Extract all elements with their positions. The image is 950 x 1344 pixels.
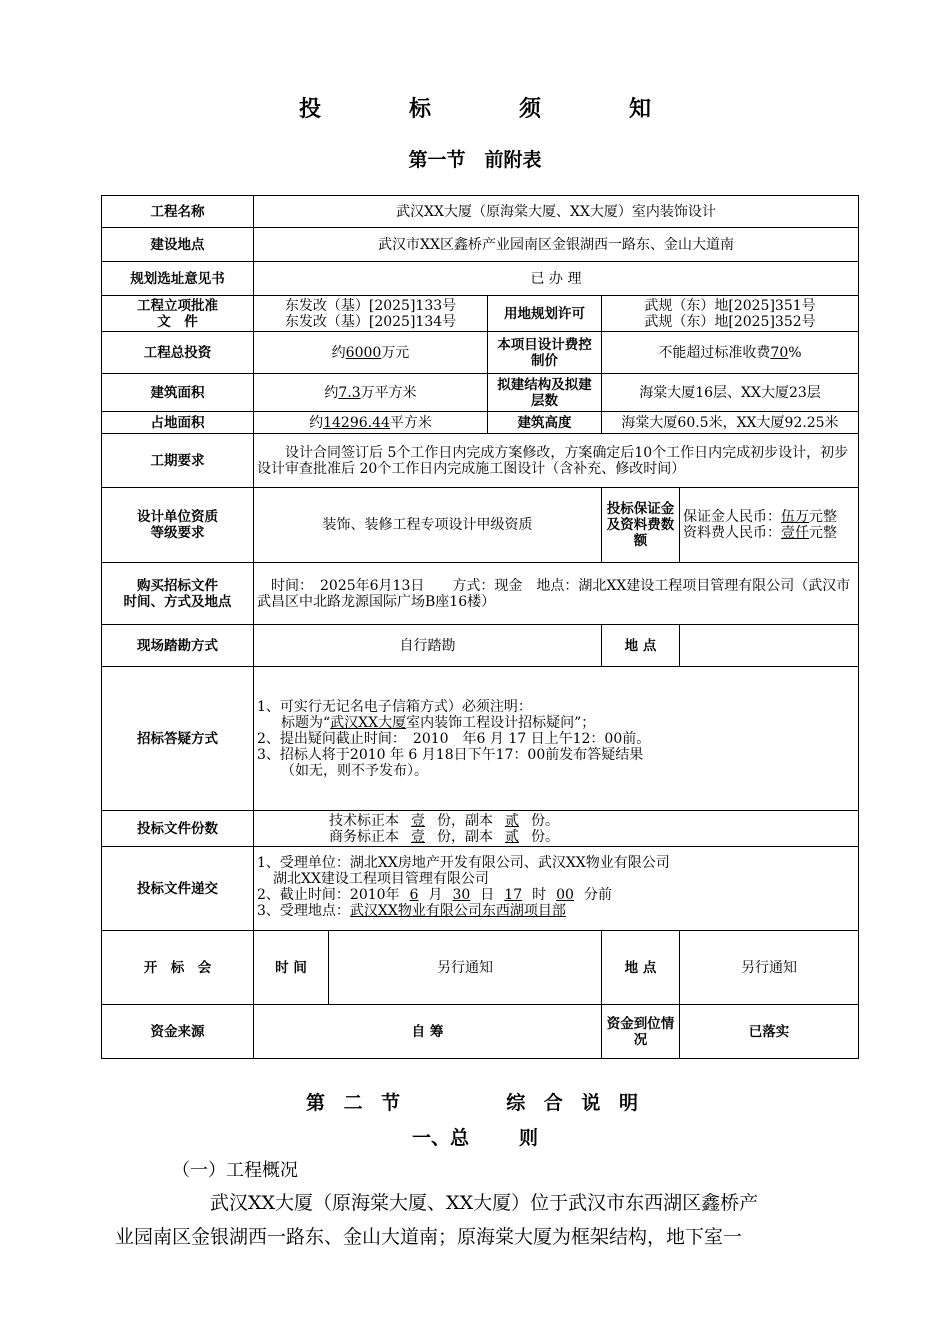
cell-label: 招标答疑方式 [102, 667, 254, 811]
cell-value: 东发改（基）[2025]133号 东发改（基）[2025]134号 [254, 296, 488, 332]
cell-label: 占地面积 [102, 412, 254, 434]
section-two-heading: 第 二 节 综 合 说 明 [305, 1092, 645, 1114]
cell-label: 资金来源 [102, 1005, 254, 1059]
cell-label: 建筑高度 [488, 412, 602, 434]
cell-value: 装饰、装修工程专项设计甲级资质 [254, 488, 602, 563]
cell-label: 时 间 [254, 931, 329, 1005]
cell-value: 时间： 2025年6月13日 方式：现金 地点：湖北XX建设工程项目管理有限公司（武汉市武昌区中北路龙源国际广场B座16楼） [254, 563, 859, 625]
cell-label: 工期要求 [102, 434, 254, 488]
cell-value: 设计合同签订后 5个工作日内完成方案修改，方案确定后10个工作日内完成初步设计，初步设计审查批准后 20个工作日内完成施工图设计（含补充、修改时间） [254, 434, 859, 488]
cell-label: 地 点 [602, 625, 680, 667]
title-char: 须 [519, 97, 542, 122]
cell-value: 1、受理单位：湖北XX房地产开发有限公司、武汉XX物业有限公司 湖北XX建设工程项目管理有限公司 2、截止时间：2010年 6 月 30 日 17 时 00 分前 3、受理地点：武汉XX物业有限公司东西湖项目部 [254, 847, 859, 931]
cell-label: 投标文件递交 [102, 847, 254, 931]
title-char: 知 [629, 97, 652, 122]
cell-label: 用地规划许可 [488, 296, 602, 332]
appendix-table [101, 195, 859, 1059]
cell-label: 地 点 [602, 931, 680, 1005]
cell-value: 武汉市XX区鑫桥产业园南区金银湖西一路东、金山大道南 [254, 228, 859, 262]
cell-label: 本项目设计费控制价 [488, 332, 602, 374]
cell-value [680, 625, 859, 667]
cell-value: 另行通知 [680, 931, 859, 1005]
cell-value: 约7.3万平方米 [254, 374, 488, 412]
section-title: 第一节 前附表 [408, 149, 542, 171]
cell-label: 建筑面积 [102, 374, 254, 412]
cell-label: 开 标 会 [102, 931, 254, 1005]
sub-heading: （一）工程概况 [172, 1160, 298, 1181]
cell-value: 海棠大厦60.5米，XX大厦92.25米 [602, 412, 859, 434]
cell-value: 已 办 理 [254, 262, 859, 296]
cell-value: 武规（东）地[2025]351号 武规（东）地[2025]352号 [602, 296, 859, 332]
title-char: 标 [408, 97, 431, 122]
cell-value: 自 筹 [254, 1005, 602, 1059]
cell-label: 资金到位情况 [602, 1005, 680, 1059]
cell-value: 约6000万元 [254, 332, 488, 374]
cell-value: 已落实 [680, 1005, 859, 1059]
cell-value: 技术标正本 壹 份，副本 贰 份。 商务标正本 壹 份，副本 贰 份。 [254, 811, 859, 847]
title-char: 投 [298, 97, 321, 122]
cell-value: 另行通知 [329, 931, 602, 1005]
cell-label: 规划选址意见书 [102, 262, 254, 296]
cell-value: 约14296.44平方米 [254, 412, 488, 434]
cell-label: 设计单位资质 等级要求 [102, 488, 254, 563]
cell-label: 投标保证金及资料费数额 [602, 488, 680, 563]
cell-label: 工程立项批准 文 件 [102, 296, 254, 332]
general-heading: 一、总 则 [411, 1127, 539, 1149]
cell-value: 保证金人民币：伍万元整 资料费人民币：壹仟元整 [680, 488, 859, 563]
cell-label: 工程名称 [102, 196, 254, 228]
cell-value: 海棠大厦16层、XX大厦23层 [602, 374, 859, 412]
cell-label: 工程总投资 [102, 332, 254, 374]
cell-value: 自行踏勘 [254, 625, 602, 667]
cell-value: 1、可实行无记名电子信箱方式）必须注明： 标题为“武汉XX大厦室内装饰工程设计招标疑问”； 2、提出疑问截止时间： 2010 年6 月 17 日上午12：00前。 3、招标人将于2010 年 6 月18日下午17：00前发布答疑结果 （如无，则不予发布）。 [254, 667, 859, 811]
cell-value: 武汉XX大厦（原海棠大厦、XX大厦）室内装饰设计 [254, 196, 859, 228]
cell-label: 建设地点 [102, 228, 254, 262]
cell-label: 拟建结构及拟建层数 [488, 374, 602, 412]
cell-label: 投标文件份数 [102, 811, 254, 847]
body-paragraph: 武汉XX大厦（原海棠大厦、XX大厦）位于武汉市东西湖区鑫桥产 业园南区金银湖西一路东、金山大道南；原海棠大厦为框架结构，地下室一 [115, 1192, 759, 1248]
cell-label: 购买招标文件 时间、方式及地点 [102, 563, 254, 625]
document-title [0, 92, 950, 123]
cell-label: 现场踏勘方式 [102, 625, 254, 667]
cell-value: 不能超过标准收费70% [602, 332, 859, 374]
